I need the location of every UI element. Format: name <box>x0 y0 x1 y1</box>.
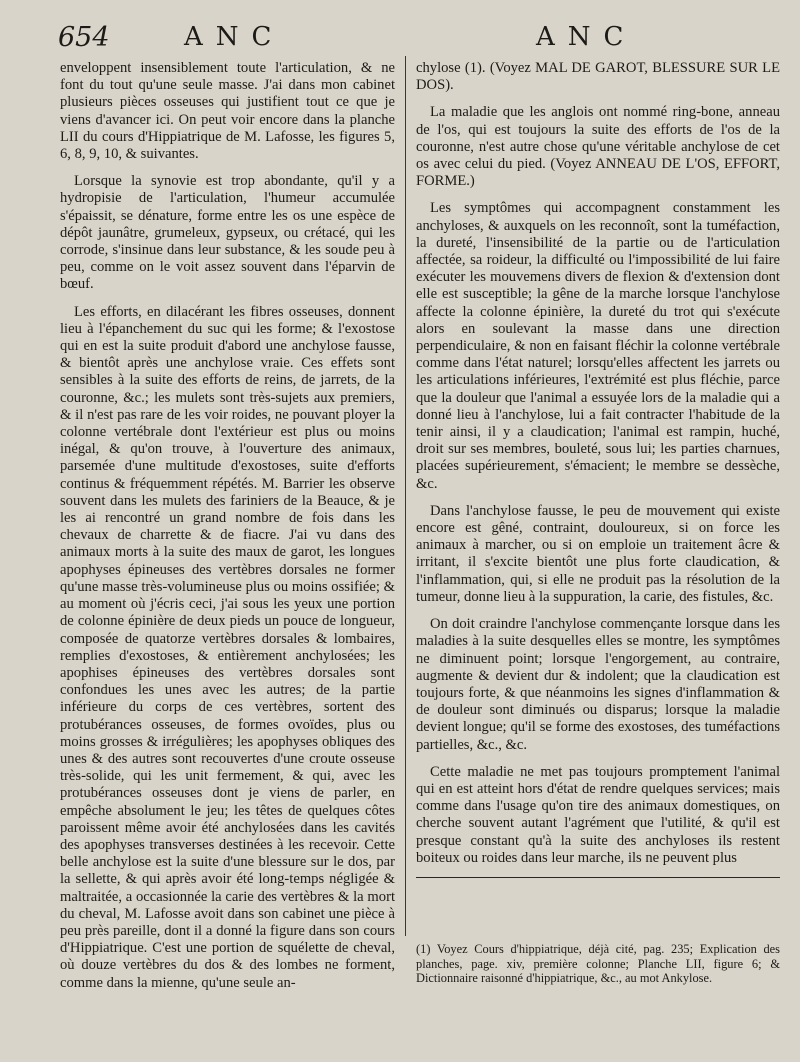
paragraph: Cette maladie ne met pas toujours promptement l'animal qui en est atteint hors d'état de rendre quelques services; mais comme dans l'usage qu'on tire des animaux domestiques, on cherche souvent autant l'agrément que l'utilité, & qu'il est presque constant qu'à la suite des anchyloses ils restent boiteux ou roides dans leur marche, ils ne peuvent plus <box>416 763 780 866</box>
paragraph: Les symptômes qui accompagnent constamment les anchyloses, & auxquels on les reconnoît, sont la tuméfaction, la dureté, l'insensibilité de la partie ou de l'articulation affectée, sa roideur, la difficulté ou l'impossibilité de lui faire exécuter les mouvemens divers de flexion & d'extension dont elle est susceptible; la gêne de la marche lorsque l'anchylose affecte la colonne épinière, la dureté du trot qui s'exécute alors en soulevant la masse dans une direction perpendiculaire, & non en faisant fléchir la colonne vertébrale comme dans l'état naturel; lorsqu'elles affectent les jarrets ou les articulations inférieures, l'extrémité est plus fléchie, parce que la douleur que l'animal a essuyée lors de la maladie qui a donné lieu à l'anchylose, lui a fait contracter l'habitude de la tenir ainsi, il y a claudication; l'animal est rampin, huché, droit sur ses membres, bouleté, sous lui; les parties charnues, placées supérieurement, s'émacient; le membre se dessèche, &c. <box>416 200 780 492</box>
running-head-left: ANC <box>184 22 285 52</box>
paragraph: enveloppent insensiblement toute l'articulation, & ne font du tout qu'une seule masse. J'ai dans mon cabinet plusieurs pièces osseuses qui justifient tout ce que je viens d'avancer ici. On peut voir encore dans la planche LII du cours d'Hippiatrique de M. Lafosse, les figures 5, 6, 8, 9, 10, & suivantes. <box>60 60 395 163</box>
running-head-right: ANC <box>536 22 637 52</box>
paragraph: Lorsque la synovie est trop abondante, qu'il y a hydropisie de l'articulation, l'humeur accumulée s'épaissit, se dénature, forme entre les os une espèce de dépôt jaunâtre, grumeleux, gypseux, ou crétacé, qui les corrode, s'insinue dans leur substance, & les soude peu à peu, comme on le voit assez souvent dans l'éparvin de bœuf. <box>60 173 395 293</box>
paragraph: Les efforts, en dilacérant les fibres osseuses, donnent lieu à l'épanchement du suc qui les forme; & l'exostose qui en est la suite produit d'abord une anchylose fausse, & bientôt après une anchylose vraie. Ces effets sont sensibles à la suite des efforts de reins, de jarrets, de la couronne, &c.; les mulets sont très-sujets aux premiers, & il n'est pas rare de les voir roides, ne pouvant ployer la colonne vertébrale dont l'extérieur est plus ou moins inégal, & qu'on trouve, à l'ouverture des animaux, parsemée d'une multitude d'exostoses, suite d'efforts continus & fréquemment répétés. M. Barrier les observe souvent dans les mulets des fariniers de la Beauce, & je les ai rencontré un grand nombre de fois dans les chevaux de charrette & de fiacre. J'ai vu dans des animaux morts à la suite des maux de garot, les longues apophyses épineuses des vertèbres dorsales ne former qu'une masse très-volumineuse plus ou moins ossifiée; & au moment où j'écris ceci, j'ai sous les yeux une portion de colonne épinière de deux pieds un pouce de longueur, composée de quatorze vertèbres dorsales & lombaires, remplies d'exostoses, & entièrement anchylosées; les apophises épineuses des vertèbres dorsales sont confondues les unes avec les autres; de la partie inférieure du corps de ces vertèbres, sortent des protubérances osseuses, de formes ovoïdes, plus ou moins grosses & irrégulières; les apophyses obliques des unes & des autres sont recouvertes d'une croute osseuse très-solide, qui les unit fermement, & qui, avec les protubérances osseuses dont je viens de parler, en empêche absolument le jeu; les têtes de quelques côtes paroissent même avoir été anchylosées dans les cavités des apophyses transverses destinées à les recevoir. Cette belle anchylose est la suite d'une blessure sur le dos, par la sellette, & qui après avoir été long-temps négligée & maltraitée, a occasionnée la carie des vertèbres & la mort du cheval, M. Lafosse avoit dans son cabinet une pièce à peu près pareille, dont il a donné la figure dans son cours d'Hippiatrique. C'est une portion de squélette de cheval, où douze vertèbres du dos & des lombes ne forment, comme dans la mienne, qu'une seule an- <box>60 303 395 991</box>
paragraph: On doit craindre l'anchylose commençante lorsque dans les maladies à la suite desquelles elles se montre, les symptômes ne diminuent point; lorsque l'engorgement, au contraire, augmente & devient dur & indolent; que la claudication est toujours forte, & que néanmoins les signes d'inflammation & de douleur sont diminués ou disparus; lorsque la maladie devient longue; qu'il se forme des exostoses, des tuméfactions partielles, &c., &c. <box>416 616 780 753</box>
paragraph: chylose (1). (Voyez MAL DE GAROT, BLESSURE SUR LE DOS). <box>416 60 780 94</box>
right-column <box>416 60 780 884</box>
left-column <box>60 60 395 1002</box>
column-divider <box>405 56 406 936</box>
footnote: (1) Voyez Cours d'hippiatrique, déjà cité, pag. 235; Explication des planches, page. xiv, première colonne; Planche LII, figure 6; & Dictionnaire raisonné d'hippiatrique, &c., au mot Ankylose. <box>416 942 780 986</box>
paragraph: La maladie que les anglois ont nommé ring-bone, anneau de l'os, qui est toujours la suite des efforts de l'os de la couronne, n'est autre chose qu'une véritable anchylose de cet os avec celui du pied. (Voyez ANNEAU DE L'OS, EFFORT, FORME.) <box>416 104 780 190</box>
footnote-rule <box>416 877 780 878</box>
paragraph: Dans l'anchylose fausse, le peu de mouvement qui existe encore est gêné, contraint, douloureux, si on force les animaux à marcher, ou si on emploie un traitement âcre & irritant, il s'excite bientôt une plus forte claudication, & l'inflammation, qui, si elle ne produit pas la résolution de la tumeur, donne lieu à la suppuration, la carie, des fistules, &c. <box>416 502 780 605</box>
page-number: 654 <box>58 22 110 53</box>
page-header <box>0 20 800 56</box>
